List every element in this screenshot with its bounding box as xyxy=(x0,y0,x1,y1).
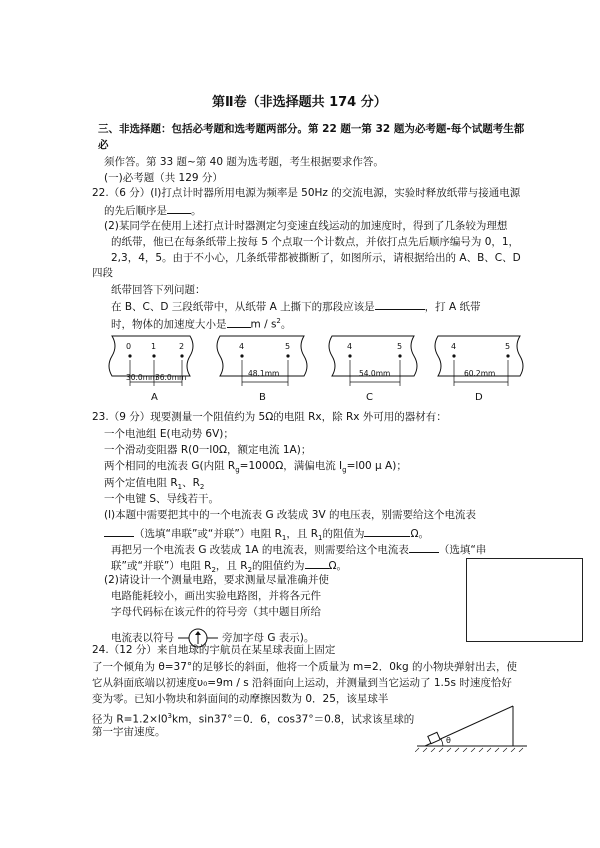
q23-p2-line-1: (2)请设计一个测量电路，要求测量尽量准确并使 xyxy=(104,574,329,586)
incline-figure xyxy=(415,704,530,752)
tape-d-dot-5 xyxy=(506,354,509,357)
q24-line-5b: km，sin37°＝0．6，cos37°＝0.8，试求该星球的 xyxy=(172,713,415,726)
q23-line-4-sub1: g xyxy=(235,466,240,475)
tape-d-measure: 60.2mm xyxy=(464,369,496,378)
tape-c-dot-5 xyxy=(398,354,401,357)
q23-r2-value-blank[interactable] xyxy=(305,557,329,569)
q22-p2-line-6a: 在 B、C、D 三段纸带中，从纸带 A 上撕下的那段应该是 xyxy=(111,301,375,313)
q23-p1-line-3b: （选填“串 xyxy=(438,544,487,556)
q23-p1-line-4a: 联”或“并联”）电阻 R xyxy=(111,560,212,572)
q23-p1-line-4b: ，且 R xyxy=(215,560,248,572)
intro-line-2: 必 xyxy=(98,139,109,151)
tape-d-num-5: 5 xyxy=(505,342,511,351)
q23-p2-line-2: 电路能耗较小，画出实验电路图，并将各元件 xyxy=(111,590,321,602)
incline-block xyxy=(428,732,440,743)
tape-b-label: B xyxy=(259,392,266,403)
tape-a-measure-1: 30.0mm xyxy=(126,373,158,382)
incline-angle-arc xyxy=(441,739,443,746)
incline-angle-label: θ xyxy=(446,736,451,745)
tape-a-num-0: 0 xyxy=(126,342,132,351)
q22-p2-line-7c: 。 xyxy=(280,318,292,331)
q23-p1-line-2d: Ω。 xyxy=(410,528,430,540)
q23-p1-line-4d: Ω。 xyxy=(328,560,348,572)
q23-line-5-sub1: 1 xyxy=(177,483,183,492)
tape-b-num-5: 5 xyxy=(285,342,291,351)
q22-p2-line-2: 的纸带，他已在每条纸带上按每 5 个点取一个计数点，并依打点先后顺序编号为 0，1， xyxy=(111,236,520,248)
tape-a-dot-0 xyxy=(128,354,131,357)
q22-line-2-end: 。 xyxy=(191,205,202,217)
q22-p2-line-1: (2)某同学在使用上述打点计时器测定匀变速直线运动的加速度时，得到了几条较为理想 xyxy=(104,220,508,232)
tape-c-num-5: 5 xyxy=(397,342,403,351)
q23-p1-line-4-sub2: 2 xyxy=(247,566,253,575)
q23-line-4 xyxy=(104,459,407,477)
intro-section: (一)必考题（共 129 分） xyxy=(104,172,223,184)
q22-unit-sup: 2 xyxy=(276,317,281,325)
q23-p2-line-4b: 旁加字母 G 表示)。 xyxy=(222,632,315,644)
tape-c xyxy=(329,336,417,386)
q22-line-2-text: 的先后顺序是 xyxy=(104,205,167,217)
q23-line-4a: 两个相同的电流表 G(内阻 R xyxy=(104,460,236,472)
q22-p2-line-6b: ，打 A 纸带 xyxy=(424,301,481,313)
tape-d-dot-4 xyxy=(452,354,455,357)
tape-b-dot-4 xyxy=(240,354,243,357)
q24-line-3: 它从斜面底端以初速度υ₀=9m / s 沿斜面向上运动，并测量到当它运动了 1.5s 时速度恰好 xyxy=(92,677,512,689)
q24-line-2: 了一个倾角为 θ=37°的足够长的斜面，他将一个质量为 m=2．0kg 的小物块弹射出去，使 xyxy=(92,661,517,673)
tape-b-dot-5 xyxy=(286,354,289,357)
q24-line-5a: 径为 R=1.2×l0 xyxy=(92,713,168,726)
section-title: 第Ⅱ卷（非选择题共 174 分） xyxy=(212,95,387,110)
q22-line-2 xyxy=(104,202,202,218)
q24-line-4: 变为零。已知小物块和斜面间的动摩擦因数为 0．25，该星球半 xyxy=(92,693,389,705)
q24-line-1: 24.（12 分）来自地球的宇航员在某星球表面上固定 xyxy=(92,644,336,656)
intro-line-3: 须作答。第 33 题~第 40 题为选考题，考生根据要求作答。 xyxy=(104,156,384,168)
q23-p2-line-3: 字母代码标在该元件的符号旁（其中题目所给 xyxy=(111,606,321,618)
tape-b-num-4: 4 xyxy=(239,342,245,351)
circuit-answer-box[interactable] xyxy=(466,558,583,642)
q23-p1-line-4c: 的阻值约为 xyxy=(252,560,305,572)
q23-r1-value-blank[interactable] xyxy=(364,525,410,537)
tape-a-num-1: 1 xyxy=(151,342,157,351)
tape-c-measure: 54.0mm xyxy=(359,369,391,378)
tape-a-dot-2 xyxy=(180,354,183,357)
q23-p1-line-2c: 的阻值为 xyxy=(322,528,365,540)
tape-c-num-4: 4 xyxy=(347,342,353,351)
tape-c-label: C xyxy=(366,392,373,403)
q23-line-6: 一个电键 S、导线若干。 xyxy=(104,493,220,505)
q22-order-blank[interactable] xyxy=(167,202,191,214)
tape-a-dot-1 xyxy=(152,354,155,357)
q23-p1-line-3 xyxy=(111,541,486,557)
tape-d-num-4: 4 xyxy=(451,342,457,351)
paper-tapes-figure xyxy=(104,332,544,394)
q22-accel-blank[interactable] xyxy=(227,316,251,328)
q23-p1-line-1: (l)本题中需要把其中的一个电流表 G 改装成 3V 的电压表，别需要给这个电流表 xyxy=(104,509,476,521)
tape-b xyxy=(217,336,307,386)
q22-line-1: 22.（6 分）(l)打点计时器所用电源为频率是 50Hz 的交流电源，实验时释放纸带与接通电源 xyxy=(92,187,521,199)
q22-p2-line-3: 2,3，4，5。由于不小心，几条纸带都被撕断了，如图所示，请根据给出的 A、B、C、D xyxy=(111,252,521,264)
q23-line-5a: 两个定值电阻 R xyxy=(104,477,178,489)
tape-a-measure-2: 36.0mm xyxy=(155,373,187,382)
tape-a-label: A xyxy=(151,392,158,403)
q23-p1-line-2a: （选填“串联”或“并联”）电阻 R xyxy=(134,528,282,540)
q23-line-5-sub2: 2 xyxy=(199,483,205,492)
q23-p2-line-4a: 电流表以符号 xyxy=(111,632,174,644)
q22-p2-line-6 xyxy=(111,298,481,314)
q23-p1-line-2-sub2: 1 xyxy=(318,534,323,543)
q23-line-5b: 、R xyxy=(182,477,200,489)
q23-p1-line-4-sub: 2 xyxy=(211,566,216,575)
q23-line-4c: =l00 μ A)； xyxy=(346,460,407,472)
intro-line-1: 三、非选择题：包括必考题和选考题两部分。第 22 题一第 32 题为必考题-每个试题考生都 xyxy=(98,123,525,135)
q23-line-3: 一个滑动变阻器 R(0一l0Ω，额定电流 1A)； xyxy=(104,444,312,456)
tape-b-measure: 48.1mm xyxy=(248,369,280,378)
q23-p1-line-2b: ，且 R xyxy=(286,528,319,540)
q22-p2-line-5: 纸带回答下列问题： xyxy=(111,284,206,296)
q23-r1-connect-blank[interactable] xyxy=(104,525,134,537)
q23-r2-connect-blank[interactable] xyxy=(409,541,439,553)
tape-d-label: D xyxy=(475,392,483,403)
q24-line-5 xyxy=(92,709,414,727)
q22-p2-line-7b: m / s xyxy=(250,318,277,331)
q24-line-5-sup: 3 xyxy=(167,712,172,720)
tape-a-num-2: 2 xyxy=(179,342,185,351)
q23-line-4-sub2: g xyxy=(342,466,347,475)
q23-line-1: 23.（9 分）现要测量一个阻值约为 5Ω的电阻 Rx，除 Rx 外可用的器材有： xyxy=(92,411,447,423)
q23-line-2: 一个电池组 E(电动势 6V)； xyxy=(104,428,234,440)
q23-line-4b: =1000Ω，满偏电流 I xyxy=(239,460,343,472)
q22-tape-blank[interactable] xyxy=(375,298,425,310)
q22-p2-line-4: 四段 xyxy=(92,267,113,279)
q23-p1-line-3a: 再把另一个电流表 G 改装成 1A 的电流表，则需要给这个电流表 xyxy=(111,544,409,556)
q22-p2-line-7a: 时，物体的加速度大小是 xyxy=(111,318,227,331)
q23-p1-line-2-sub: 1 xyxy=(281,534,287,543)
q24-line-6: 第一宇宙速度。 xyxy=(92,726,166,738)
q22-p2-line-7 xyxy=(111,314,291,332)
tape-c-dot-4 xyxy=(348,354,351,357)
